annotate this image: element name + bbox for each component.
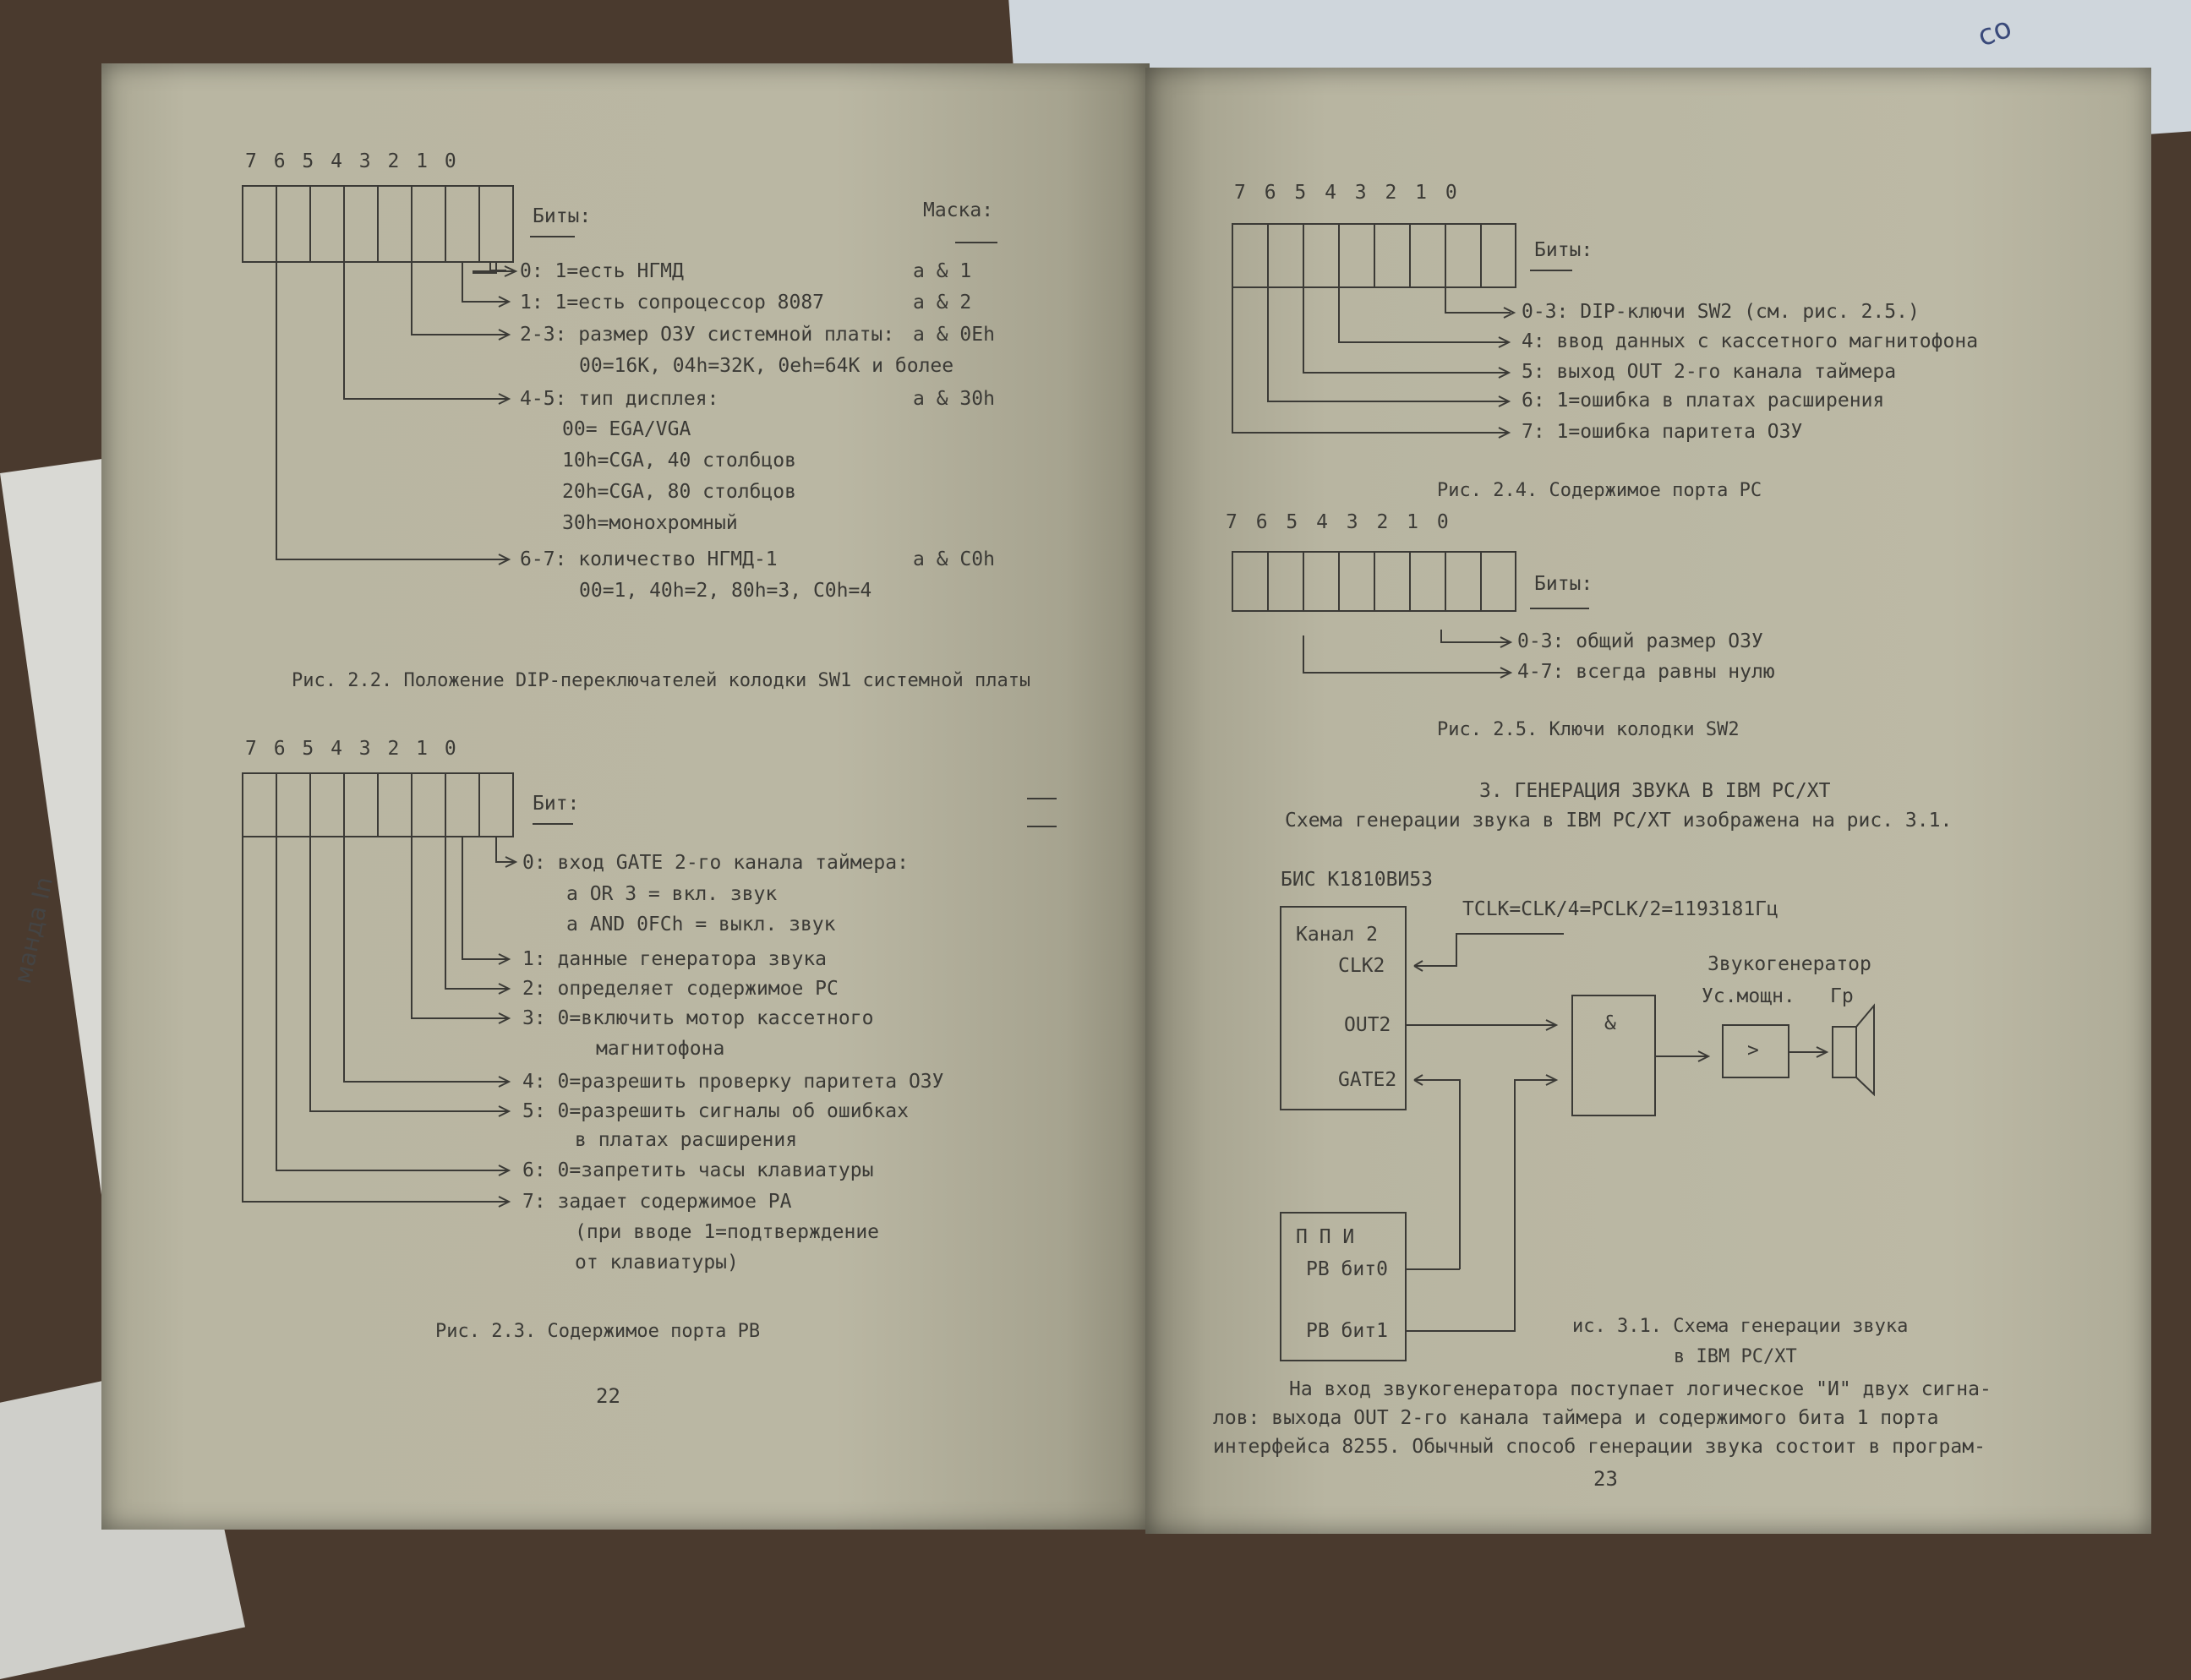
fig31-gate2: GATE2 (1338, 1069, 1397, 1091)
fig31-pb0: PB бит0 (1306, 1258, 1388, 1280)
fig31-caption-1: ис. 3.1. Схема генерации звука (1572, 1316, 1909, 1337)
fig22-entry-7: 20h=CGA, 80 столбцов (562, 481, 796, 503)
fig23-entry-4: 2: определяет содержимое PC (522, 978, 839, 1000)
fig22-entry-6: 10h=CGA, 40 столбцов (562, 450, 796, 472)
section-intro: Схема генерации звука в IBM PC/XT изображена на рис. 3.1. (1285, 810, 1953, 832)
fig22-entry-3: 00=16K, 04h=32K, 0eh=64K и более (579, 355, 954, 377)
fig22-bit-numbers: 7 6 5 4 3 2 1 0 (245, 150, 459, 172)
fig25-entry-0: 0-3: общий размер ОЗУ (1517, 630, 1763, 652)
background-scribble: co (1973, 10, 2017, 54)
fig23-entry-10: 6: 0=запретить часы клавиатуры (522, 1159, 874, 1181)
fig23-entry-6: магнитофона (596, 1038, 725, 1060)
fig31-pb1: PB бит1 (1306, 1320, 1388, 1342)
fig31-channel: Канал 2 (1296, 924, 1378, 946)
fig22-entry-10: 00=1, 40h=2, 80h=3, C0h=4 (579, 580, 872, 602)
fig23-entry-8: 5: 0=разрешить сигналы об ошибках (522, 1100, 909, 1122)
fig31-caption-2: в IBM PC/XT (1674, 1346, 1797, 1367)
fig31-and-gate: & (1604, 1012, 1616, 1034)
fig22-mask-9: a & C0h (913, 548, 995, 570)
fig23-entry-2: a AND 0FCh = выкл. звук (566, 914, 836, 935)
fig25-caption: Рис. 2.5. Ключи колодки SW2 (1437, 719, 1740, 740)
fig24-bit-numbers: 7 6 5 4 3 2 1 0 (1234, 182, 1461, 204)
section-title: 3. ГЕНЕРАЦИЯ ЗВУКА В IBM PC/XT (1479, 780, 1831, 802)
fig22-mask-label: Маска: (923, 199, 994, 221)
fig24-bits-label: Биты: (1534, 239, 1593, 261)
fig31-amp-label: Ус.мощн. (1702, 985, 1795, 1007)
fig31-chip-label: БИС К1810ВИ53 (1281, 869, 1434, 891)
fig31-ppi: П П И (1296, 1226, 1355, 1248)
body-line-2: лов: выхода OUT 2-го канала таймера и содержимого бита 1 порта (1213, 1407, 1939, 1429)
page-number-right: 23 (1593, 1467, 1618, 1491)
fig22-mask-2: a & 0Eh (913, 324, 995, 346)
body-line-1: На вход звукогенератора поступает логическое "И" двух сигна- (1289, 1378, 1992, 1400)
fig22-entry-4: 4-5: тип дисплея: (520, 388, 719, 410)
fig31-clock-label: TCLK=CLK/4=PCLK/2=1193181Гц (1462, 898, 1778, 920)
fig24-entry-0: 0-3: DIP-ключи SW2 (см. рис. 2.5.) (1522, 301, 1920, 323)
fig23-entry-3: 1: данные генератора звука (522, 948, 828, 970)
fig23-caption: Рис. 2.3. Содержимое порта PB (435, 1321, 761, 1342)
fig23-bit-numbers: 7 6 5 4 3 2 1 0 (245, 738, 459, 760)
fig31-speaker-label: Гр (1830, 985, 1854, 1007)
fig22-caption: Рис. 2.2. Положение DIP-переключателей колодки SW1 системной платы (292, 670, 1031, 691)
body-line-3: интерфейса 8255. Обычный способ генерации звука состоит в програм- (1213, 1436, 1986, 1458)
fig24-entry-2: 5: выход OUT 2-го канала таймера (1522, 361, 1897, 383)
fig22-entry-0: 0: 1=есть НГМД (520, 260, 684, 282)
fig22-mask-0: a & 1 (913, 260, 972, 282)
fig25-bit-numbers: 7 6 5 4 3 2 1 0 (1226, 511, 1452, 533)
fig23-entry-9: в платах расширения (575, 1129, 798, 1151)
right-page (1145, 68, 2151, 1534)
fig22-entry-9: 6-7: количество НГМД-1 (520, 548, 778, 570)
left-page (101, 63, 1150, 1530)
fig24-entry-4: 7: 1=ошибка паритета ОЗУ (1522, 421, 1803, 443)
background-side-note: манда In (8, 874, 58, 986)
fig23-entry-12: (при вводе 1=подтверждение (575, 1221, 880, 1243)
fig23-entry-7: 4: 0=разрешить проверку паритета ОЗУ (522, 1071, 944, 1093)
fig25-bits-label: Биты: (1534, 573, 1593, 595)
fig24-entry-3: 6: 1=ошибка в платах расширения (1522, 390, 1885, 412)
fig23-entry-5: 3: 0=включить мотор кассетного (522, 1007, 874, 1029)
fig31-sound-gen: Звукогенератор (1707, 953, 1871, 975)
fig22-entry-1: 1: 1=есть сопроцессор 8087 (520, 292, 825, 314)
fig23-entry-11: 7: задает содержимое PA (522, 1191, 792, 1213)
fig22-mask-1: a & 2 (913, 292, 972, 314)
fig31-amp-symbol: > (1747, 1039, 1759, 1061)
fig24-entry-1: 4: ввод данных с кассетного магнитофона (1522, 330, 1979, 352)
fig22-entry-2: 2-3: размер ОЗУ системной платы: (520, 324, 895, 346)
fig22-bits-label: Биты: (533, 205, 592, 227)
fig24-caption: Рис. 2.4. Содержимое порта PC (1437, 480, 1762, 501)
fig31-clk2: CLK2 (1338, 955, 1385, 977)
fig22-entry-8: 30h=монохромный (562, 512, 738, 534)
fig22-mask-4: a & 30h (913, 388, 995, 410)
fig31-out2: OUT2 (1344, 1014, 1391, 1036)
fig23-entry-1: a OR 3 = вкл. звук (566, 883, 778, 905)
fig23-bits-label: Бит: (533, 793, 580, 815)
fig23-entry-13: от клавиатуры) (575, 1252, 739, 1274)
fig23-entry-0: 0: вход GATE 2-го канала таймера: (522, 852, 909, 874)
left-page-diagram-lines (101, 63, 1150, 1530)
fig22-entry-5: 00= EGA/VGA (562, 418, 691, 440)
page-number-left: 22 (596, 1384, 620, 1408)
fig25-entry-1: 4-7: всегда равны нулю (1517, 661, 1775, 683)
